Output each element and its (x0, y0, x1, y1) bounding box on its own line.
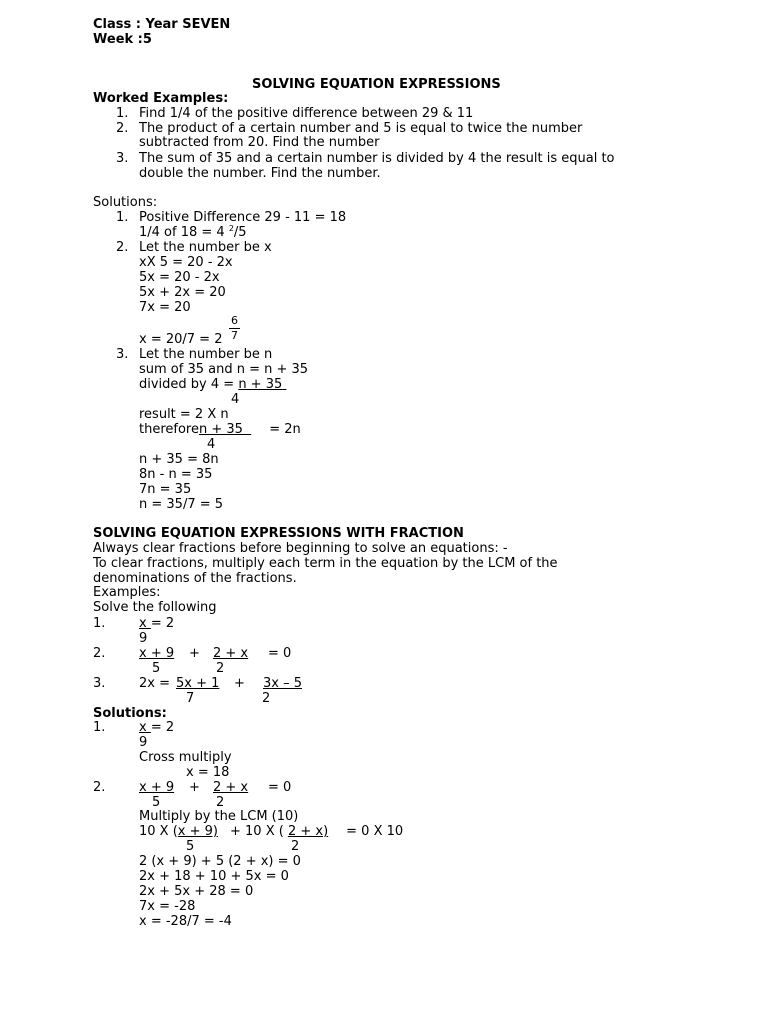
list-marker: 3. (116, 151, 129, 166)
solution-2-step: 7x = 20 (139, 300, 191, 315)
list-marker: 2. (93, 780, 106, 795)
solutions-label: Solutions: (93, 195, 158, 210)
examples-label: Examples: (93, 585, 161, 600)
solution-2-step: xX 5 = 20 - 2x (139, 255, 233, 270)
fraction-denominator: 7 (186, 691, 195, 706)
fraction-numerator: x + 9 (139, 780, 175, 795)
fraction-denominator: 2 (262, 691, 271, 706)
list-marker: 3. (116, 347, 129, 362)
solution-2-step: 7x = -28 (139, 899, 196, 914)
list-marker: 1. (93, 720, 106, 735)
solve-label: Solve the following (93, 600, 217, 615)
solution-3-step: n = 35/7 = 5 (139, 497, 224, 512)
solution-2-step: 2x + 5x + 28 = 0 (139, 884, 254, 899)
fraction-numerator: 5x + 1 (176, 676, 220, 691)
solution-1-line-1: Positive Difference 29 - 11 = 18 (139, 210, 347, 225)
fraction-denominator: 9 (139, 631, 148, 646)
solution-3-step: 7n = 35 (139, 482, 192, 497)
list-marker: 2. (93, 646, 106, 661)
solution-3-line: thereforen + 35 = 2n (139, 422, 301, 437)
fraction-denominator: 9 (139, 735, 148, 750)
paragraph-line: Always clear fractions before beginning to solve an equations: - (93, 541, 508, 556)
list-marker: 1. (116, 210, 129, 225)
solution-3-line: divided by 4 = n + 35 (139, 377, 283, 392)
question-2-line-1: The product of a certain number and 5 is equal to twice the number (139, 121, 583, 136)
solution-2-step: 5x + 2x = 20 (139, 285, 226, 300)
fraction-denominator: 2 (291, 839, 300, 854)
equation-rhs: = 0 (268, 646, 292, 661)
paragraph-line: denominations of the fractions. (93, 571, 297, 586)
solution-2-step: 5x = 20 - 2x (139, 270, 220, 285)
fraction-denominator: 5 (152, 661, 161, 676)
section-title: SOLVING EQUATION EXPRESSIONS (252, 77, 501, 92)
question-2-line-2: subtracted from 20. Find the number (139, 135, 380, 150)
plus-sign: + (189, 646, 200, 661)
fraction-denominator: 4 (207, 437, 216, 452)
week-label: Week :5 (93, 32, 152, 47)
paragraph-line: To clear fractions, multiply each term in the equation by the LCM of the (93, 556, 558, 571)
list-marker: 3. (93, 676, 106, 691)
solution-2-multiply: 10 X (x + 9) + 10 X ( 2 + x) = 0 X 10 (139, 824, 404, 839)
solution-3-line: result = 2 X n (139, 407, 229, 422)
fraction-denominator: 4 (231, 392, 240, 407)
list-marker: 1. (93, 616, 106, 631)
fraction-numerator: 2 + x (213, 646, 249, 661)
solution-2-step: 2x + 18 + 10 + 5x = 0 (139, 869, 289, 884)
equation-lhs: 2x = (139, 676, 170, 691)
solution-1-result: x = 18 (186, 765, 230, 780)
solution-2-step: Let the number be x (139, 240, 272, 255)
fraction-denominator: 2 (216, 795, 225, 810)
list-marker: 2. (116, 240, 129, 255)
fraction-numerator: 6 (231, 314, 238, 327)
question-3-line-1: The sum of 35 and a certain number is divided by 4 the result is equal to (139, 151, 615, 166)
plus-sign: + (234, 676, 245, 691)
solution-2-step: Multiply by the LCM (10) (139, 809, 299, 824)
fraction-numerator: 3x – 5 (263, 676, 302, 691)
solution-1: x = 2 (139, 720, 175, 735)
fraction-denominator: 2 (216, 661, 225, 676)
list-marker: 1. (116, 106, 129, 121)
equation-rhs: = 0 (268, 780, 292, 795)
solution-3-step: 8n - n = 35 (139, 467, 213, 482)
solution-3-step: n + 35 = 8n (139, 452, 219, 467)
solution-1-line-2: 1/4 of 18 = 4 $^2$/5 (139, 224, 247, 240)
solution-2-result: x = 20/7 = 2 (139, 332, 223, 347)
fraction-numerator: x + 9 (139, 646, 175, 661)
solution-2-step: 2 (x + 9) + 5 (2 + x) = 0 (139, 854, 301, 869)
solutions-label: Solutions: (93, 706, 167, 721)
example-1: x = 2 (139, 616, 175, 631)
solution-3-line: sum of 35 and n = n + 35 (139, 362, 309, 377)
section-title: SOLVING EQUATION EXPRESSIONS WITH FRACTION (93, 526, 464, 541)
fraction-denominator: 5 (186, 839, 195, 854)
plus-sign: + (189, 780, 200, 795)
worked-examples-label: Worked Examples: (93, 91, 229, 106)
question-3-line-2: double the number. Find the number. (139, 166, 381, 181)
class-label: Class : Year SEVEN (93, 17, 231, 32)
solution-3-line: Let the number be n (139, 347, 273, 362)
question-1: Find 1/4 of the positive difference between 29 & 11 (139, 106, 474, 121)
fraction-denominator: 5 (152, 795, 161, 810)
fraction-denominator: 7 (231, 329, 238, 342)
solution-1-step: Cross multiply (139, 750, 232, 765)
solution-2-step: x = -28/7 = -4 (139, 914, 232, 929)
list-marker: 2. (116, 121, 129, 136)
fraction-numerator: 2 + x (213, 780, 249, 795)
